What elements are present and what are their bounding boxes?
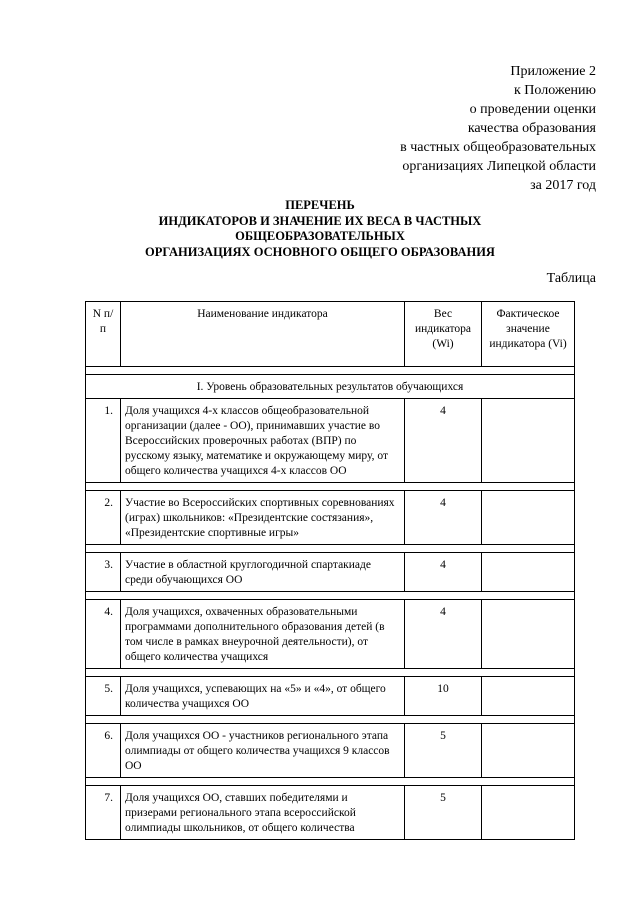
spacer-row [86, 592, 575, 600]
row-actual [482, 786, 575, 840]
row-num: 3. [86, 553, 121, 592]
table-row [86, 553, 575, 592]
table-row [86, 724, 575, 778]
row-weight: 4 [405, 491, 482, 545]
spacer-row [86, 716, 575, 724]
row-weight: 5 [405, 724, 482, 778]
row-name: Доля учащихся 4-х классов общеобразовательной организации (далее - ОО), принимавших участие во Всероссийских проверочных работах (ВПР) по русскому языку, математике и окружающему миру, от общего количества учащихся 4-х классов ОО [121, 399, 405, 483]
row-actual [482, 724, 575, 778]
row-num: 6. [86, 724, 121, 778]
row-weight: 10 [405, 677, 482, 716]
table-header-row [86, 302, 575, 367]
table-row [86, 677, 575, 716]
row-num: 4. [86, 600, 121, 669]
table-row [86, 786, 575, 840]
appendix-line: за 2017 год [530, 178, 596, 193]
row-num: 5. [86, 677, 121, 716]
appendix-line: в частных общеобразовательных [400, 140, 596, 155]
spacer-row [86, 367, 575, 375]
row-weight: 5 [405, 786, 482, 840]
table-label: Таблица [546, 271, 596, 286]
appendix-line: о проведении оценки [469, 102, 596, 117]
row-weight: 4 [405, 553, 482, 592]
document-title [40, 198, 600, 260]
row-name: Доля учащихся, успевающих на «5» и «4», от общего количества учащихся ОО [121, 677, 405, 716]
row-num: 2. [86, 491, 121, 545]
spacer-row [86, 778, 575, 786]
appendix-line: Приложение 2 [510, 64, 596, 79]
table-row [86, 399, 575, 483]
title-line: ОРГАНИЗАЦИЯХ ОСНОВНОГО ОБЩЕГО ОБРАЗОВАНИЯ [145, 244, 495, 259]
row-name: Участие в областной круглогодичной спартакиаде среди обучающихся ОО [121, 553, 405, 592]
section-row [86, 375, 575, 399]
spacer-row [86, 669, 575, 677]
header-actual: Фактическое значение индикатора (Vi) [482, 302, 575, 367]
appendix-line: качества образования [467, 121, 596, 136]
row-num: 1. [86, 399, 121, 483]
spacer-row [86, 483, 575, 491]
row-actual [482, 553, 575, 592]
header-num: N п/п [86, 302, 121, 367]
appendix-line: к Положению [513, 83, 596, 98]
row-name: Участие во Всероссийских спортивных соревнованиях (играх) школьников: «Президентские состязания», «Президентские спортивные игры» [121, 491, 405, 545]
row-weight: 4 [405, 600, 482, 669]
table-row [86, 600, 575, 669]
row-actual [482, 677, 575, 716]
spacer-row [86, 545, 575, 553]
row-actual [482, 600, 575, 669]
appendix-line: организациях Липецкой области [402, 159, 596, 174]
row-name: Доля учащихся ОО, ставших победителями и призерами регионального этапа всероссийской олимпиады школьников, от общего количества [121, 786, 405, 840]
row-weight: 4 [405, 399, 482, 483]
title-line: ПЕРЕЧЕНЬ [285, 198, 355, 212]
title-line: ОБЩЕОБРАЗОВАТЕЛЬНЫХ [235, 229, 405, 243]
row-num: 7. [86, 786, 121, 840]
row-actual [482, 491, 575, 545]
indicators-table [85, 301, 575, 840]
title-line: ИНДИКАТОРОВ И ЗНАЧЕНИЕ ИХ ВЕСА В ЧАСТНЫХ [158, 213, 482, 228]
header-weight: Вес индикатора (Wi) [405, 302, 482, 367]
appendix-block [400, 62, 596, 195]
row-name: Доля учащихся ОО - участников регионального этапа олимпиады от общего количества учащихся 9 классов ОО [121, 724, 405, 778]
row-name: Доля учащихся, охваченных образовательными программами дополнительного образования детей (в том числе в рамках внеурочной деятельности), от общего количества учащихся [121, 600, 405, 669]
header-name: Наименование индикатора [121, 302, 405, 367]
section-title: I. Уровень образовательных результатов обучающихся [86, 375, 575, 399]
table-row [86, 491, 575, 545]
row-actual [482, 399, 575, 483]
